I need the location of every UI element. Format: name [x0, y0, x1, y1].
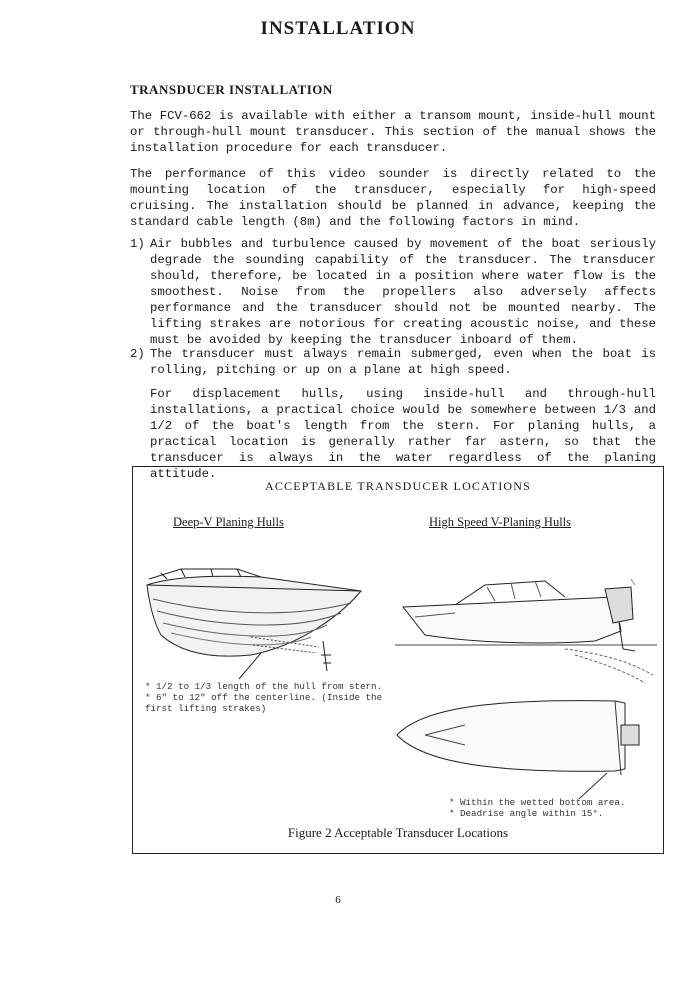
list-item-2 — [130, 346, 656, 482]
page-number: 6 — [335, 894, 341, 906]
section-heading: TRANSDUCER INSTALLATION — [130, 82, 333, 97]
list-item-number: 1) — [130, 237, 145, 251]
high-speed-hull-label: High Speed V-Planing Hulls — [429, 515, 572, 529]
figure-heading: ACCEPTABLE TRANSDUCER LOCATIONS — [264, 479, 532, 493]
deep-v-boat-illustration — [141, 555, 381, 679]
high-speed-boat-side-illustration — [395, 579, 657, 683]
list-item-number: 2) — [130, 347, 145, 361]
intro-paragraph-2: The performance of this video sounder is directly related to the mounting location of the transducer, especially for high-speed cruising. The installation should be planned in advance, keeping the standard cable length (8m) and the following factors in mind. — [130, 167, 656, 229]
left-note-2: * 6" to 12" off the centerline. (Inside the — [145, 692, 383, 703]
right-note-2: * Deadrise angle within 15°. — [449, 808, 604, 819]
right-note-1: * Within the wetted bottom area. — [449, 797, 626, 808]
left-note-3: first lifting strakes) — [145, 703, 267, 714]
left-note-1: * 1/2 to 1/3 length of the hull from stern. — [145, 681, 383, 692]
list-item-1 — [130, 236, 656, 348]
figure-caption: Figure 2 Acceptable Transducer Locations — [287, 825, 509, 840]
list-item-text: The transducer must always remain submerged, even when the boat is rolling, pitching or up on a plane at high speed. — [150, 347, 656, 377]
list-item-continuation: For displacement hulls, using inside-hull and through-hull installations, a practical choice would be somewhere between 1/3 and 1/2 of the boat's length from the stern. For planing hulls, a practical location is generally rather far astern, so that the transducer is always in the water regardless of the planing attitude. — [150, 387, 656, 481]
high-speed-boat-bottom-illustration — [395, 695, 657, 803]
list-item-text: Air bubbles and turbulence caused by movement of the boat seriously degrade the sounding capability of the transducer. The transducer should, therefore, be located in a position where water flow is the smoothest. Noise from the propellers also adversely affects performance and the transducer should not be mounted nearby. The lifting strakes are notorious for creating acoustic noise, and these must be avoided by keeping the transducer inboard of them. — [150, 237, 656, 347]
page-title: INSTALLATION — [260, 18, 416, 39]
figure-2-box — [132, 466, 664, 854]
deep-v-hull-label: Deep-V Planing Hulls — [173, 515, 284, 529]
intro-paragraph-1: The FCV-662 is available with either a transom mount, inside-hull mount or through-hull mount transducer. This section of the manual shows the installation procedure for each transducer. — [130, 109, 656, 155]
